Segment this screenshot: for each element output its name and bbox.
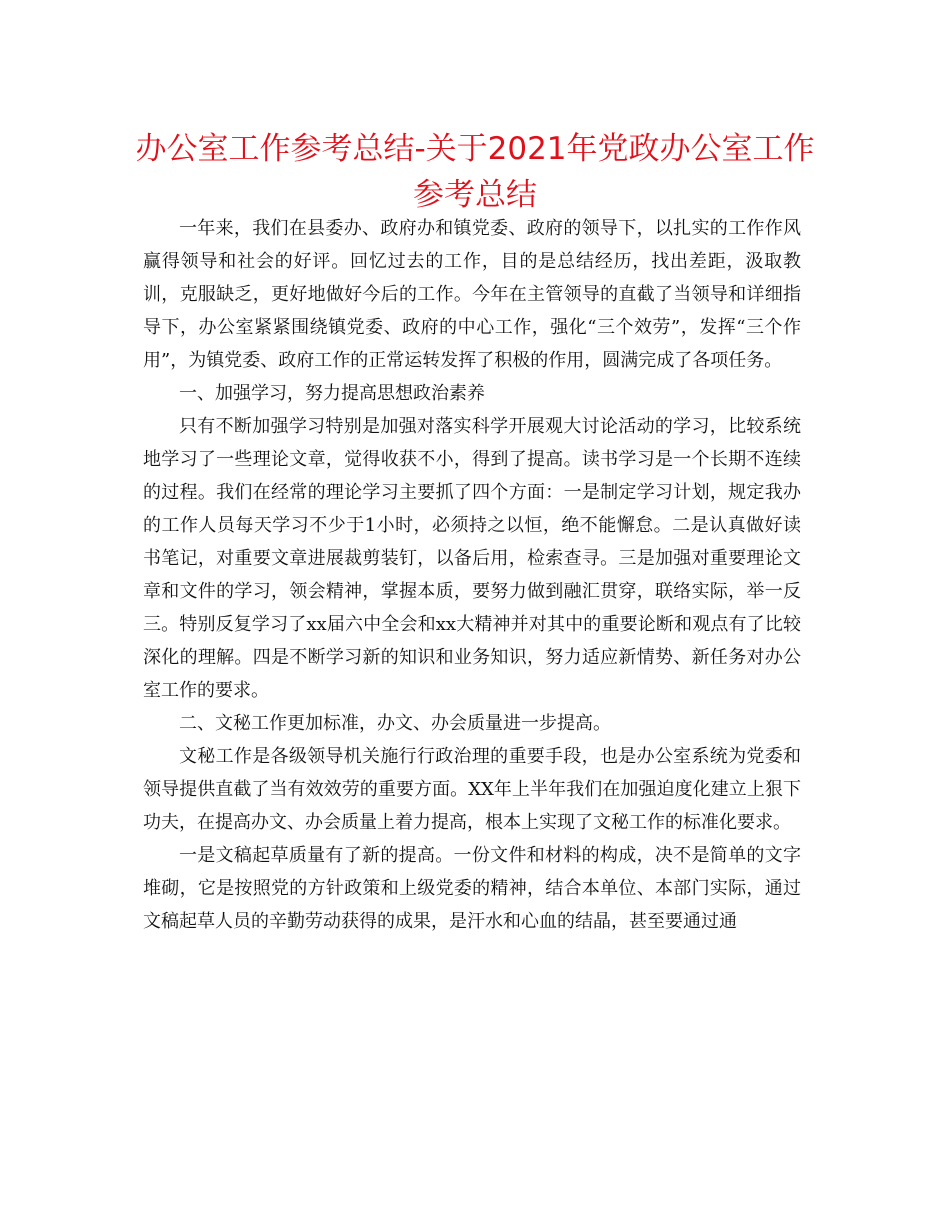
section-heading-1: 一、加强学习，努力提高思想政治素养: [179, 383, 485, 404]
section-heading-2: 二、文秘工作更加标准，办文、办会质量进一步提高。: [179, 713, 611, 734]
document-title: 办公室工作参考总结-关于2021年党政办公室工作参考总结: [135, 131, 815, 213]
paragraph-intro: 一年来，我们在县委办、政府办和镇党委、政府的领导下，以扎实的工作作风赢得领导和社会的好评。回忆过去的工作，目的是总结经历，找出差距，汲取教训，克服缺乏，更好地做好今后的工作。今年在主管领导的直截了当领导和详细指导下，办公室紧紧围绕镇党委、政府的中心工作，强化“三个效劳”，发挥“三个作用”，为镇党委、政府工作的正常运转发挥了积极的作用，圆满完成了各项任务。: [143, 218, 801, 371]
paragraph-secretarial: 文秘工作是各级领导机关施行行政治理的重要手段，也是办公室系统为党委和领导提供直截了当有效效劳的重要方面。XX年上半年我们在加强迫度化建立上狠下功夫，在提高办文、办会质量上着力提高，根本上实现了文秘工作的标准化要求。: [143, 746, 801, 833]
paragraph-drafting: 一是文稿起草质量有了新的提高。一份文件和材料的构成，决不是简单的文字堆砌，它是按照党的方针政策和上级党委的精神，结合本单位、本部门实际，通过文稿起草人员的辛勤劳动获得的成果，是汗水和心血的结晶，甚至要通过通: [143, 845, 801, 932]
document-body: [143, 212, 801, 938]
paragraph-study: 只有不断加强学习特别是加强对落实科学开展观大讨论活动的学习，比较系统地学习了一些理论文章，觉得收获不小，得到了提高。读书学习是一个长期不连续的过程。我们在经常的理论学习主要抓了四个方面：一是制定学习计划，规定我办的工作人员每天学习不少于1小时，必须持之以恒，绝不能懈怠。二是认真做好读书笔记，对重要文章进展裁剪装钉，以备后用，检索查寻。三是加强对重要理论文章和文件的学习，领会精神，掌握本质，要努力做到融汇贯穿，联络实际，举一反三。特别反复学习了xx届六中全会和xx大精神并对其中的重要论断和观点有了比较深化的理解。四是不断学习新的知识和业务知识，努力适应新情势、新任务对办公室工作的要求。: [143, 416, 801, 701]
